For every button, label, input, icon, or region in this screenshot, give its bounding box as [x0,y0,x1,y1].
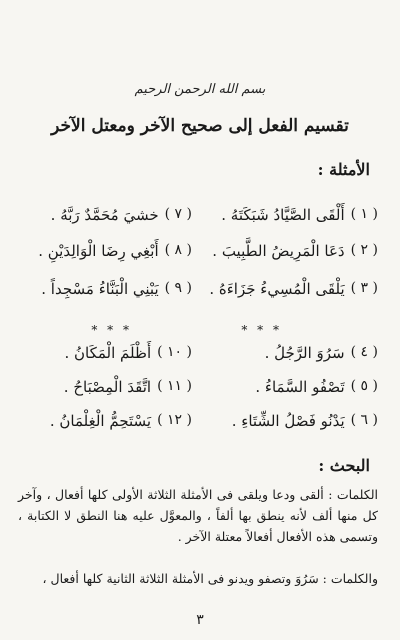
example-number: ( ٩ ) [164,280,192,296]
example-number: ( ١٠ ) [157,344,192,360]
example-item [221,206,378,224]
example-text: أَبْغِي رِضَا الْوَالِدَيْنِ . [38,242,159,260]
example-item [255,378,378,396]
example-item [38,242,192,260]
example-number: ( ٦ ) [350,412,378,428]
example-text: يَسْتَحِمُّ الْغِلْمَانُ . [49,412,152,430]
examples-row [0,344,400,370]
examples-row [0,412,400,438]
example-item [50,412,192,430]
example-number: ( ٤ ) [350,344,378,360]
discussion-paragraph: الكلمات : ألقى ودعا ويلقى فى الأمثلة الثلاثة الأولى كلها أفعال ، وآخر كل منها ألف لأنه ينطق بها ألفاً ، والمعوَّل عليه هنا النطق لا الكتابة ، وتسمى هذه الأفعال أفعالاً معتلة الآخر . [18,487,378,544]
example-text: أَلْقَى الصَّيَّادُ شَبَكَتَهُ . [221,206,345,224]
example-text: تَصْفُو السَّمَاءُ . [255,378,345,396]
example-number: ( ١٢ ) [157,412,192,428]
examples-row [0,280,400,306]
examples-row [0,378,400,404]
example-text: خشيَ مُحَمَّدٌ رَبَّهُ . [50,206,159,224]
example-item [64,378,192,396]
example-number: ( ١١ ) [157,378,192,394]
example-text: دَعَا الْمَرِيضُ الطَّبِيبَ . [212,242,345,260]
example-text: اتَّقَدَ الْمِصْبَاحُ . [63,378,152,396]
examples-heading: الأمثلة : [317,160,370,179]
stars-left: * * * [91,323,132,337]
examples-row [0,242,400,268]
example-text: يَلْقَى الْمُسِيءُ جَزَاءَهُ . [209,280,345,298]
example-item [41,280,192,298]
example-text: سَرُوَ الرَّجُلُ . [264,344,345,362]
page-number: ٣ [196,612,204,628]
example-item [51,206,192,224]
example-number: ( ٣ ) [350,280,378,296]
example-number: ( ٥ ) [350,378,378,394]
basmala: بسم الله الرحمن الرحيم [134,82,266,97]
example-number: ( ٢ ) [350,242,378,258]
example-text: يَبْنِي الْبَنَّاءُ مَسْجِداً . [41,280,159,298]
page-title: تقسيم الفعل إلى صحيح الآخر ومعتل الآخر [51,116,349,136]
discussion-heading: البحث : [318,456,370,475]
discussion-paragraph: والكلمات : سَرُوَ وتصفو ويدنو فى الأمثلة الثلاثة الثانية كلها أفعال ، [42,571,378,586]
example-item [232,412,378,430]
example-item [209,280,378,298]
example-text: يَدْنُو فَصْلُ الشِّتَاءِ . [231,412,345,430]
examples-row [0,206,400,232]
example-text: أَظْلَمَ الْمَكَانُ . [64,344,152,362]
separator-stars [0,323,400,337]
example-number: ( ٧ ) [164,206,192,222]
example-item [265,344,378,362]
example-item [64,344,192,362]
example-number: ( ٨ ) [164,242,192,258]
example-item [212,242,378,260]
stars-right: * * * [241,323,282,337]
example-number: ( ١ ) [350,206,378,222]
